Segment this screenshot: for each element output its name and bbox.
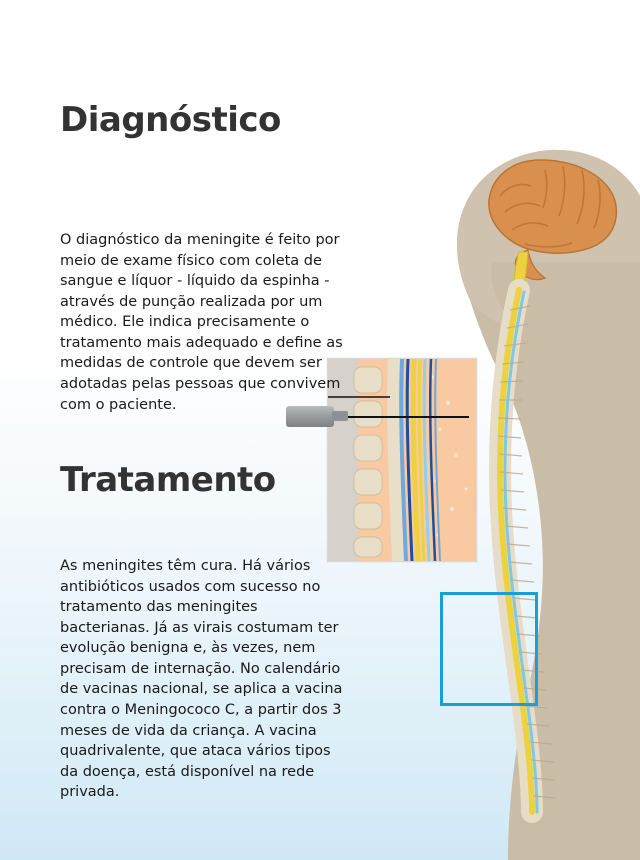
tratamento-heading: Tratamento	[60, 460, 276, 500]
spine-cross-section-inset	[327, 358, 477, 562]
tratamento-body-text: As meningites têm cura. Há vários antibióticos usados com sucesso no tratamento das meningites bacterianas. Já as virais costumam ter evolução benigna e, às vezes, nem precisam de internação. No calendário de vacinas nacional, se aplica a vacina contra o Meningococo C, a partir dos 3 meses de vida da criança. A vacina quadrivalente, que ataca vários tipos da doença, está disponível na rede privada.	[60, 558, 343, 801]
diagnostico-body-text: O diagnóstico da meningite é feito por meio de exame físico com coleta de sangue e líquor - líquido da espinha - através de punção realizada por um médico. Ele indica precisamente o tratamento mais adequado e define as medidas de controle que devem ser adotadas pelas pessoas que convivem com o paciente.	[60, 232, 343, 413]
needle-shaft	[344, 416, 469, 418]
human-body-silhouette	[457, 150, 640, 860]
diagnostico-heading: Diagnóstico	[60, 100, 281, 140]
lumbar-region-highlight	[440, 592, 538, 706]
